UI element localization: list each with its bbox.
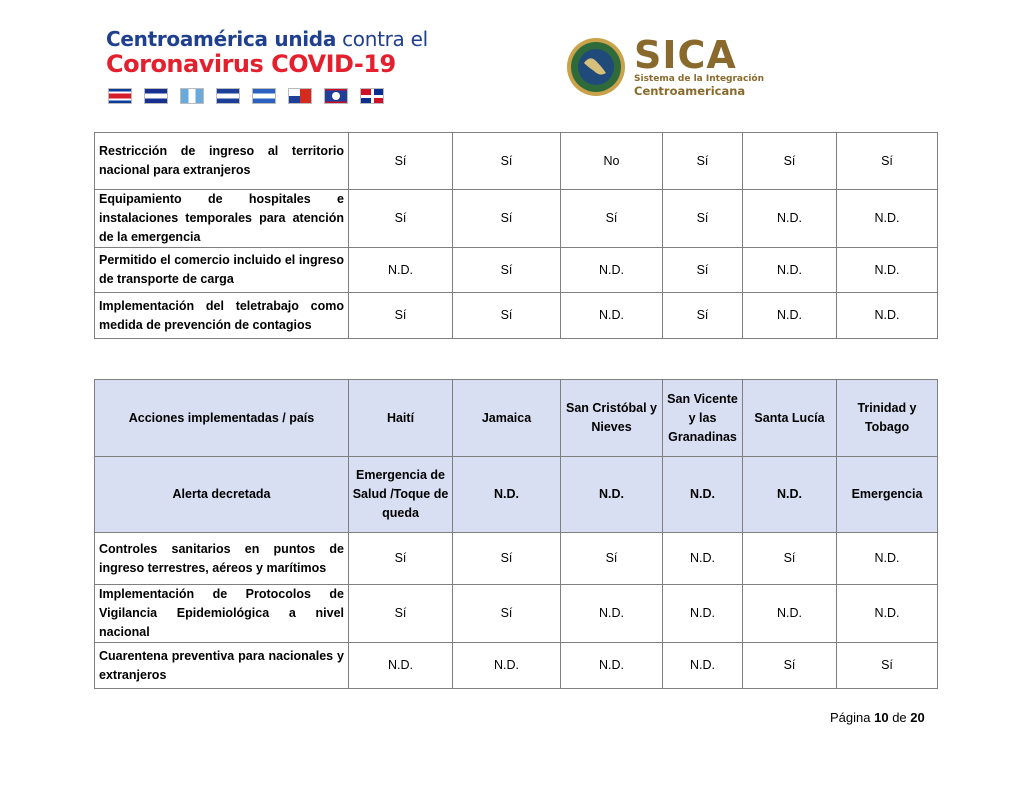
flags-row	[108, 88, 406, 104]
table-cell: N.D.	[743, 190, 837, 248]
column-header: San Vicente y las Granadinas	[663, 380, 743, 457]
table-cell: Sí	[453, 293, 561, 339]
table-row	[95, 248, 938, 293]
page-current: 10	[874, 710, 889, 725]
alert-cell: N.D.	[453, 457, 561, 533]
table-cell: Sí	[663, 133, 743, 190]
table-row	[95, 293, 938, 339]
campaign-title-line1	[106, 27, 428, 51]
table-cell: Sí	[743, 133, 837, 190]
table-cell: N.D.	[663, 585, 743, 643]
costa-rica-flag	[108, 88, 132, 104]
sica-seal-icon	[566, 37, 626, 97]
table-cell: Sí	[453, 190, 561, 248]
table-cell: N.D.	[743, 585, 837, 643]
table-cell: Sí	[349, 190, 453, 248]
table-cell: Sí	[453, 133, 561, 190]
table-cell: Sí	[743, 643, 837, 689]
table-cell: Sí	[349, 533, 453, 585]
table-cell: Sí	[453, 533, 561, 585]
table-cell: N.D.	[349, 248, 453, 293]
action-label: Equipamiento de hospitales e instalaciones temporales para atención de la emergencia	[95, 190, 349, 248]
table-cell: Sí	[743, 533, 837, 585]
action-label: Implementación de Protocolos de Vigilancia Epidemiológica a nivel nacional	[95, 585, 349, 643]
column-header: Acciones implementadas / país	[95, 380, 349, 457]
dominican-republic-flag	[360, 88, 384, 104]
table-cell: N.D.	[663, 643, 743, 689]
sica-logo	[566, 33, 765, 98]
action-label: Permitido el comercio incluido el ingreso de transporte de carga	[95, 248, 349, 293]
table-cell: N.D.	[743, 248, 837, 293]
actions-table-caribbean	[94, 379, 938, 689]
panama-flag	[288, 88, 312, 104]
alert-cell: Emergencia	[837, 457, 938, 533]
belize-flag	[324, 88, 348, 104]
page-of: de	[892, 710, 907, 725]
table-cell: Sí	[663, 190, 743, 248]
page-total: 20	[910, 710, 925, 725]
table-cell: Sí	[453, 585, 561, 643]
table-row	[95, 133, 938, 190]
table-cell: Sí	[837, 133, 938, 190]
table-cell: Sí	[349, 133, 453, 190]
action-label: Controles sanitarios en puntos de ingreso terrestres, aéreos y marítimos	[95, 533, 349, 585]
table-cell: N.D.	[561, 643, 663, 689]
alert-row	[95, 457, 938, 533]
table-cell: N.D.	[349, 643, 453, 689]
campaign-title-rest: contra el	[336, 27, 428, 51]
table-cell: Sí	[453, 248, 561, 293]
nicaragua-flag	[252, 88, 276, 104]
sica-title: SICA	[634, 33, 737, 77]
table-cell: N.D.	[837, 190, 938, 248]
table-row	[95, 533, 938, 585]
table-cell: Sí	[663, 293, 743, 339]
el-salvador-flag	[144, 88, 168, 104]
guatemala-flag	[180, 88, 204, 104]
table-cell: Sí	[837, 643, 938, 689]
table-cell: N.D.	[663, 533, 743, 585]
table-cell: N.D.	[837, 585, 938, 643]
sica-subtitle-2: Centroamericana	[634, 84, 746, 98]
column-header: Trinidad y Tobago	[837, 380, 938, 457]
honduras-flag	[216, 88, 240, 104]
table-cell: N.D.	[453, 643, 561, 689]
alert-cell: Emergencia de Salud /Toque de queda	[349, 457, 453, 533]
alert-cell: N.D.	[561, 457, 663, 533]
column-header: Jamaica	[453, 380, 561, 457]
table-cell: Sí	[349, 585, 453, 643]
table-cell: N.D.	[561, 248, 663, 293]
page-prefix: Página	[830, 710, 871, 725]
table-cell: N.D.	[837, 533, 938, 585]
table-cell: Sí	[663, 248, 743, 293]
campaign-title-bold: Centroamérica unida	[106, 27, 337, 51]
column-header: Haití	[349, 380, 453, 457]
table-row	[95, 190, 938, 248]
actions-table-continued	[94, 132, 938, 339]
action-label: Cuarentena preventiva para nacionales y extranjeros	[95, 643, 349, 689]
column-header: Santa Lucía	[743, 380, 837, 457]
alert-label: Alerta decretada	[95, 457, 349, 533]
table-cell: Sí	[349, 293, 453, 339]
column-header: San Cristóbal y Nieves	[561, 380, 663, 457]
table-header-row	[95, 380, 938, 457]
action-label: Restricción de ingreso al territorio nacional para extranjeros	[95, 133, 349, 190]
table-cell: Sí	[561, 533, 663, 585]
table-row	[95, 643, 938, 689]
table-cell: N.D.	[743, 293, 837, 339]
campaign-logo	[106, 27, 428, 104]
action-label: Implementación del teletrabajo como medida de prevención de contagios	[95, 293, 349, 339]
campaign-title-line2: Coronavirus COVID-19	[106, 50, 396, 78]
table-cell: No	[561, 133, 663, 190]
table-cell: N.D.	[837, 248, 938, 293]
alert-cell: N.D.	[663, 457, 743, 533]
sica-subtitle-1: Sistema de la Integración	[634, 74, 765, 84]
table-cell: N.D.	[561, 293, 663, 339]
table-cell: N.D.	[561, 585, 663, 643]
page-number	[830, 710, 925, 725]
table-cell: Sí	[561, 190, 663, 248]
table-cell: N.D.	[837, 293, 938, 339]
alert-cell: N.D.	[743, 457, 837, 533]
table-row	[95, 585, 938, 643]
